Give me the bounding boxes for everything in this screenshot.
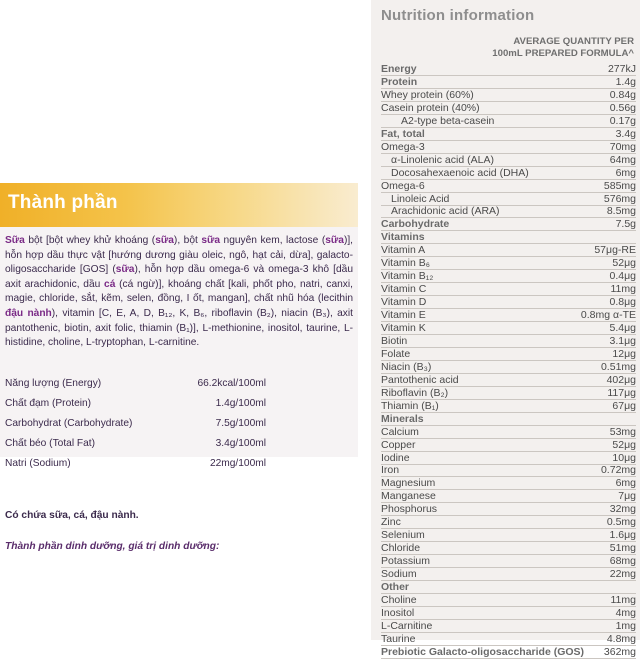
ingredient-text: bột [bột whey khử khoáng ( [24, 235, 156, 246]
nutrient-label: Potassium [381, 555, 431, 568]
vi-nutrient-value: 66.2kcal/100ml [197, 378, 266, 389]
nutrition-row [381, 348, 636, 361]
nutrition-row [381, 568, 636, 581]
nutrition-row [381, 63, 636, 76]
nutrient-label: Calcium [381, 425, 419, 438]
vi-nutrient-value: 3.4g/100ml [215, 438, 266, 449]
nutrient-label: Prebiotic Galacto-oligosaccharide (GOS) [381, 645, 585, 658]
nutrient-value: 0.84g [609, 88, 636, 101]
nutrition-row [381, 633, 636, 646]
nutrient-label: Choline [381, 593, 417, 606]
nutrition-row [381, 490, 636, 503]
nutrient-label: Omega-6 [381, 179, 425, 192]
nutrient-label: Folate [381, 347, 411, 360]
nutrient-label: Other [381, 581, 410, 593]
nutrient-value: 53mg [609, 425, 636, 438]
allergen-highlight: cá [104, 278, 116, 290]
nutrient-label: Docosahexaenoic acid (DHA) [391, 166, 529, 179]
ingredient-text: (cá ngừ)], khoáng chất [kali, phốt pho, natri, canxi, magie, chloride, sắt, kẽm, selen, đồng, I ốt, mangan], chất nhũ hóa (lecithin [5, 278, 353, 305]
column-header-line2: 100mL PREPARED FORMULA^ [492, 48, 634, 59]
nutrient-label: Inositol [381, 606, 415, 619]
nutrition-row [381, 439, 636, 452]
nutrition-row [381, 257, 636, 270]
vi-nutrient-label: Chất béo (Total Fat) [5, 438, 96, 449]
nutrition-row [381, 115, 636, 128]
nutrient-label: Taurine [381, 632, 416, 645]
nutrition-row [381, 361, 636, 374]
nutrition-row [381, 607, 636, 620]
nutrition-row [381, 167, 636, 180]
ingredient-text: ), vitamin [C, E, A, D, B₁₂, K, B₆, riboflavin (B₂), niacin (B₃), axit pantothenic, biotin, axit folic, thiamin (B₁)], L-methionine, inositol, taurine, L-histidine, choline, L-tryptophan, L-carnitine. [5, 307, 353, 349]
nutrition-subtitle: Thành phần dinh dưỡng, giá trị dinh dưỡng: [5, 541, 220, 552]
nutrient-value: 585mg [603, 179, 636, 192]
nutrient-value: 0.4μg [609, 270, 636, 283]
ingredient-text: ), bột [173, 235, 202, 246]
ingredient-text: )], hỗn hợp dầu thực vật [hướng dương giàu oleic, ngô, hạt cải, dừa], galacto-oligosaccharide [GOS] ( [5, 235, 353, 276]
nutrient-value: 0.5mg [606, 516, 636, 529]
nutrient-label: Vitamin K [381, 322, 426, 334]
nutrient-value: 8.5mg [606, 205, 636, 218]
nutrition-row [381, 503, 636, 516]
nutrient-label: Biotin [381, 334, 408, 347]
nutrient-value: 12μg [612, 347, 636, 360]
allergen-highlight: Sữa [5, 235, 25, 246]
column-header-line1: AVERAGE QUANTITY PER [513, 36, 634, 47]
nutrient-value: 0.51mg [600, 360, 636, 373]
allergy-note: Có chứa sữa, cá, đậu nành. [5, 510, 139, 521]
nutrition-row [381, 646, 636, 659]
nutrition-row [381, 180, 636, 193]
vi-nutrient-label: Năng lượng (Energy) [5, 378, 102, 389]
nutrition-row [381, 141, 636, 154]
nutrient-label: Minerals [381, 412, 424, 425]
nutrient-label: Copper [381, 438, 416, 451]
nutrition-row [381, 620, 636, 633]
allergen-highlight: đậu nành [5, 307, 52, 319]
nutrient-value: 3.4g [615, 127, 636, 140]
nutrient-label: Carbohydrate [381, 218, 450, 231]
nutrient-value: 64mg [609, 153, 636, 166]
ingredient-text: nguyên kem, lactose ( [220, 235, 326, 246]
nutrient-value: 32mg [609, 503, 636, 516]
nutrition-row [381, 464, 636, 477]
nutrition-row [381, 205, 636, 218]
nutrient-label: α-Linolenic acid (ALA) [391, 153, 494, 166]
nutrient-label: Vitamin A [381, 244, 426, 257]
nutrient-label: L-Carnitine [381, 619, 433, 632]
nutrient-label: Energy [381, 63, 417, 75]
nutrient-label: Chloride [381, 542, 421, 555]
nutrient-value: 0.8μg [609, 296, 636, 309]
nutrition-row [381, 283, 636, 296]
vi-nutrient-label: Chất đạm (Protein) [5, 398, 92, 409]
nutrient-label: Vitamin C [381, 283, 427, 296]
nutrient-label: Omega-3 [381, 140, 425, 153]
nutrient-value: 4mg [615, 606, 636, 619]
nutrient-value: 362mg [603, 645, 636, 658]
nutrition-row [381, 529, 636, 542]
nutrition-row [381, 89, 636, 102]
nutrient-value: 117μg [607, 386, 636, 399]
nutrient-value: 11mg [610, 593, 636, 606]
nutrient-label: Whey protein (60%) [381, 88, 474, 101]
nutrient-value: 0.72mg [600, 464, 636, 477]
ingredients-panel [0, 183, 358, 552]
nutrient-value: 0.56g [609, 101, 636, 114]
nutrient-label: Niacin (B₃) [381, 360, 432, 373]
nutrient-label: Fat, total [381, 127, 425, 140]
nutrient-value: 11mg [610, 283, 636, 296]
nutrient-value: 57μg-RE [594, 244, 636, 257]
nutrient-label: Linoleic Acid [391, 192, 450, 205]
nutrition-row [381, 413, 636, 426]
nutrient-label: Magnesium [381, 477, 436, 490]
nutrition-row [381, 477, 636, 490]
allergen-highlight: sữa [325, 235, 344, 246]
nutrition-row [381, 542, 636, 555]
nutrition-row [381, 387, 636, 400]
vi-nutrient-value: 1.4g/100ml [215, 398, 266, 409]
nutrient-label: Vitamin D [381, 296, 427, 309]
nutrient-label: Riboflavin (B₂) [381, 386, 449, 399]
nutrient-label: Protein [381, 75, 418, 88]
nutrient-value: 6mg [615, 166, 636, 179]
nutrient-label: Casein protein (40%) [381, 101, 480, 114]
ingredients-header [0, 183, 358, 227]
nutrient-label: Selenium [381, 529, 425, 542]
nutrient-value: 576mg [603, 192, 636, 205]
nutrition-row [381, 555, 636, 568]
nutrition-row [381, 452, 636, 465]
nutrient-value: 70mg [609, 140, 636, 153]
nutrient-value: 51mg [609, 542, 636, 555]
nutrient-value: 1.6μg [609, 529, 636, 542]
nutrition-row [381, 218, 636, 231]
nutrient-value: 52μg [612, 438, 636, 451]
nutrient-value: 1.4g [615, 75, 636, 88]
nutrition-row [381, 244, 636, 257]
ingredient-text: ), hỗn hợp dầu omega-6 và omega-3 khô [dầu axit arachidonic, dầu [5, 264, 353, 290]
nutrient-value: 4.8mg [606, 632, 636, 645]
nutrient-label: A2-type beta-casein [401, 114, 495, 127]
nutrient-label: Arachidonic acid (ARA) [391, 205, 500, 218]
nutrient-value: 0.8mg α-TE [580, 309, 636, 322]
nutrition-row [381, 335, 636, 348]
vi-nutrient-label: Carbohydrat (Carbohydrate) [5, 418, 133, 429]
nutrition-row [381, 309, 636, 322]
nutrition-row [381, 322, 636, 335]
nutrient-value: 67μg [612, 399, 636, 412]
vi-nutrient-value: 7.5g/100ml [215, 418, 266, 429]
nutrient-label: Vitamin E [381, 309, 426, 322]
nutrient-value: 7μg [618, 490, 636, 503]
nutrition-row [381, 102, 636, 115]
nutrition-row [381, 400, 636, 413]
nutrient-label: Pantothenic acid [381, 373, 459, 386]
nutrient-value: 277kJ [607, 63, 636, 75]
nutrient-value: 52μg [612, 257, 636, 270]
nutrition-row [381, 594, 636, 607]
vi-nutrient-label: Natri (Sodium) [5, 458, 71, 469]
nutrient-label: Vitamin B₁₂ [381, 270, 434, 283]
nutrition-row [381, 516, 636, 529]
nutrient-label: Vitamin B₆ [381, 257, 430, 270]
ingredients-text [5, 234, 353, 351]
nutrient-value: 3.1μg [609, 334, 636, 347]
nutrition-row [381, 154, 636, 167]
ingredients-title: Thành phần [8, 192, 118, 213]
nutrient-label: Vitamins [381, 231, 425, 244]
allergen-highlight: sữa [155, 235, 174, 246]
nutrient-label: Sodium [381, 568, 417, 581]
nutrient-value: 1mg [615, 619, 636, 632]
nutrient-value: 7.5g [615, 218, 636, 231]
nutrient-value: 22mg [609, 568, 636, 581]
nutrition-row [381, 270, 636, 283]
allergen-highlight: sữa [201, 235, 221, 246]
nutrient-value: 6mg [615, 477, 636, 490]
nutrition-row [381, 296, 636, 309]
nutrient-label: Zinc [381, 516, 401, 529]
nutrition-title: Nutrition information [381, 7, 535, 24]
nutrient-value: 5.4μg [609, 322, 636, 334]
allergen-highlight: sữa [115, 264, 135, 276]
nutrition-row [381, 76, 636, 89]
nutrient-value: 10μg [612, 451, 636, 464]
nutrition-row [381, 581, 636, 594]
nutrient-label: Phosphorus [381, 503, 438, 516]
nutrition-row [381, 193, 636, 206]
nutrient-label: Iodine [381, 451, 410, 464]
nutrient-label: Thiamin (B₁) [381, 399, 439, 412]
nutrition-panel [371, 0, 640, 658]
nutrient-value: 68mg [609, 555, 636, 568]
nutrition-row [381, 374, 636, 387]
nutrient-label: Manganese [381, 490, 436, 503]
nutrition-row [381, 128, 636, 141]
nutrient-value: 0.17g [609, 114, 636, 127]
nutrition-row [381, 426, 636, 439]
vi-nutrient-value: 22mg/100ml [209, 458, 266, 469]
nutrient-label: Iron [381, 464, 400, 477]
nutrient-value: 402μg [606, 373, 636, 386]
nutrition-row [381, 231, 636, 244]
